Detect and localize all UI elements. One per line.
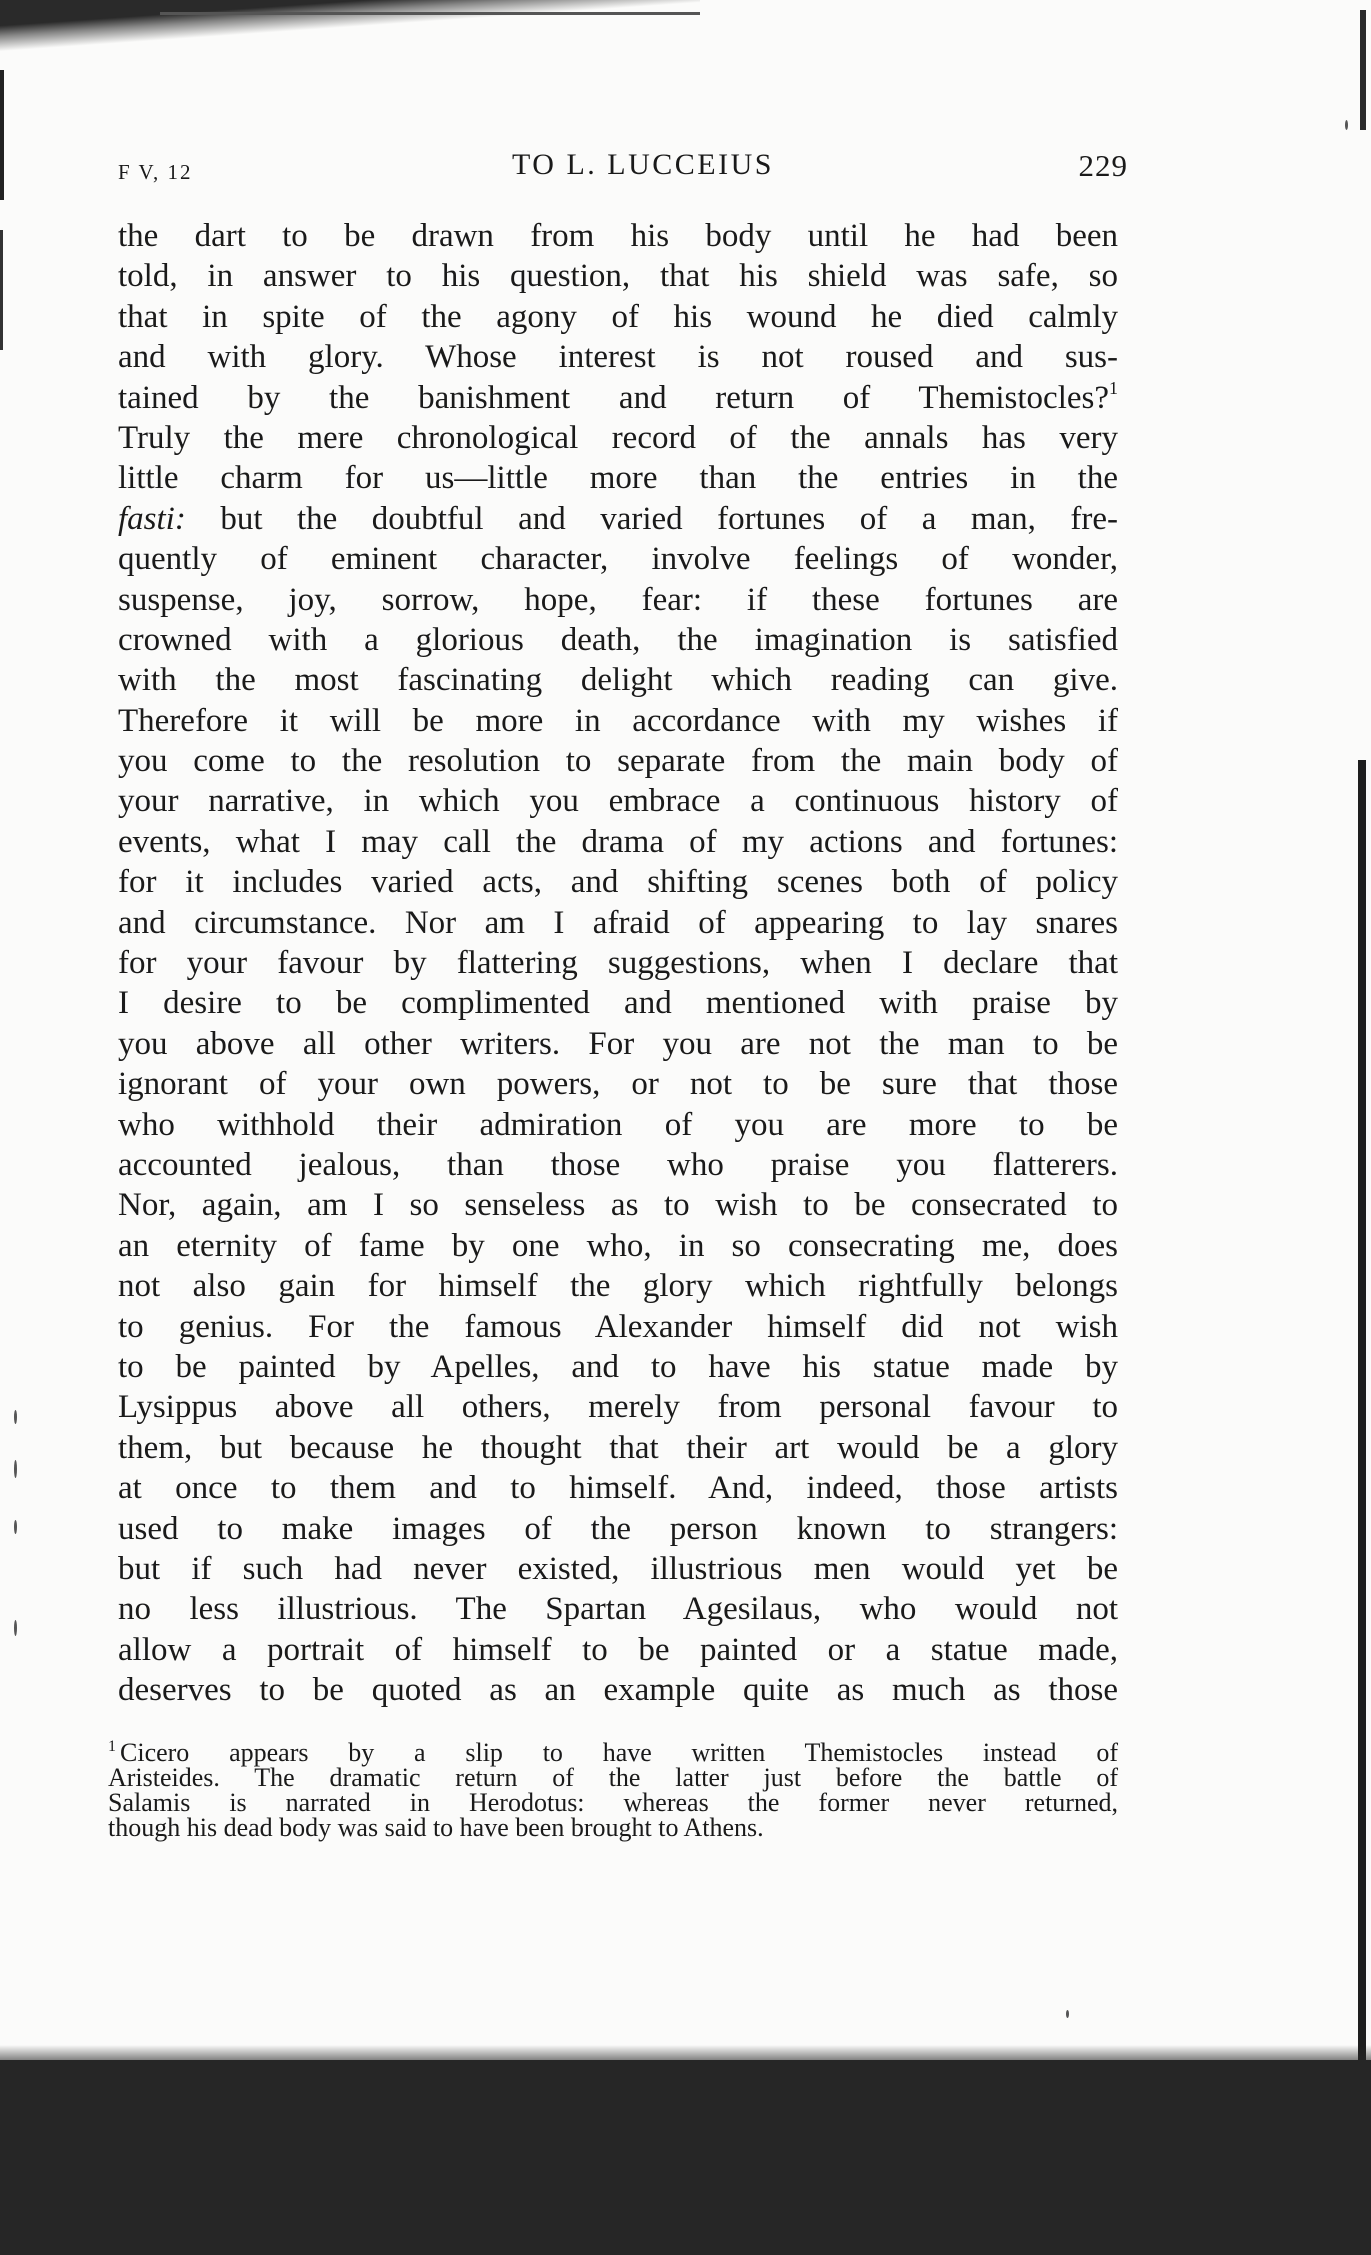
page-number: 229 <box>1078 148 1128 183</box>
scan-speck <box>14 1460 17 1478</box>
text-line: that in spite of the agony of his wound he died calmly <box>118 298 1118 335</box>
text-line: to be painted by Apelles, and to have his statue made by <box>118 1348 1118 1385</box>
italic-term: fasti: <box>118 500 186 537</box>
text-line: told, in answer to his question, that his shield was safe, so <box>118 258 1118 295</box>
footnote-marker: 1 <box>108 1738 116 1755</box>
text-line: accounted jealous, than those who praise you flatterers. <box>118 1146 1118 1183</box>
signature-mark: F V, 12 <box>118 160 193 184</box>
scan-speck <box>14 1520 17 1534</box>
text-line-content: but the doubtful and varied fortunes of a man, fre- <box>220 500 1118 537</box>
text-line <box>118 378 1118 418</box>
scan-shadow-bottom <box>0 2060 1371 2255</box>
text-line: and circumstance. Nor am I afraid of appearing to lay snares <box>118 904 1118 941</box>
footnote-line: Aristeides. The dramatic return of the latter just before the battle of <box>108 1763 1118 1792</box>
scan-speck <box>1066 2010 1069 2018</box>
text-line: to genius. For the famous Alexander himself did not wish <box>118 1308 1118 1345</box>
scan-speck <box>14 1620 17 1636</box>
text-line: Therefore it will be more in accordance with my wishes if <box>118 702 1118 739</box>
scan-speck <box>14 1410 17 1424</box>
text-line: you above all other writers. For you are not the man to be <box>118 1025 1118 1062</box>
running-head <box>118 148 1128 192</box>
text-line: with the most fascinating delight which reading can give. <box>118 662 1118 699</box>
text-line: Truly the mere chronological record of the annals has very <box>118 419 1118 456</box>
footnote <box>108 1740 1118 1840</box>
footnote-line: though his dead body was said to have been brought to Athens. <box>108 1813 764 1842</box>
text-line: events, what I may call the drama of my actions and fortunes: <box>118 823 1118 860</box>
footnote-reference: 1 <box>1109 377 1118 398</box>
scan-speck <box>1345 120 1348 130</box>
text-line: ignorant of your own powers, or not to be sure that those <box>118 1066 1118 1103</box>
scan-edge-right-top <box>1360 10 1366 130</box>
footnote-line: Salamis is narrated in Herodotus: whereas the former never returned, <box>108 1788 1118 1817</box>
text-line: them, but because he thought that their art would be a glory <box>118 1429 1118 1466</box>
text-line: at once to them and to himself. And, indeed, those artists <box>118 1470 1118 1507</box>
text-line: not also gain for himself the glory which rightfully belongs <box>118 1268 1118 1305</box>
text-line: your narrative, in which you embrace a continuous history of <box>118 783 1118 820</box>
text-line: for your favour by flattering suggestions, when I declare that <box>118 945 1118 982</box>
text-line: Nor, again, am I so senseless as to wish to be consecrated to <box>118 1187 1118 1224</box>
text-line: Lysippus above all others, merely from personal favour to <box>118 1389 1118 1426</box>
scan-edge-line <box>160 12 700 15</box>
text-line: you come to the resolution to separate from the main body of <box>118 743 1118 780</box>
text-line: suspense, joy, sorrow, hope, fear: if these fortunes are <box>118 581 1118 618</box>
text-line <box>118 499 1118 539</box>
footnote-line-content: Cicero appears by a slip to have written Themistocles instead of <box>120 1738 1118 1767</box>
text-line: I desire to be complimented and mentioned with praise by <box>118 985 1118 1022</box>
body-text <box>118 216 1118 1710</box>
text-line: quently of eminent character, involve feelings of wonder, <box>118 541 1118 578</box>
text-line: deserves to be quoted as an example quite as much as those <box>118 1672 1118 1709</box>
footnote-line <box>108 1740 1118 1765</box>
text-line: used to make images of the person known to strangers: <box>118 1510 1118 1547</box>
scan-shadow-top <box>0 0 700 58</box>
page-title: TO L. LUCCEIUS <box>512 148 774 181</box>
text-line: an eternity of fame by one who, in so consecrating me, does <box>118 1227 1118 1264</box>
text-line: the dart to be drawn from his body until he had been <box>118 218 1118 254</box>
scan-edge-left <box>0 70 4 200</box>
text-line-content: tained by the banishment and return of Themistocles? <box>118 379 1109 416</box>
scan-edge-right <box>1358 760 1366 2060</box>
text-line: but if such had never existed, illustrious men would yet be <box>118 1550 1118 1587</box>
scan-edge-left-lower <box>0 230 3 350</box>
text-line: for it includes varied acts, and shifting scenes both of policy <box>118 864 1118 901</box>
text-line: little charm for us—little more than the entries in the <box>118 460 1118 497</box>
text-line: no less illustrious. The Spartan Agesilaus, who would not <box>118 1591 1118 1628</box>
text-line: allow a portrait of himself to be painted or a statue made, <box>118 1631 1118 1668</box>
text-line: crowned with a glorious death, the imagination is satisfied <box>118 621 1118 658</box>
text-line: who withhold their admiration of you are more to be <box>118 1106 1118 1143</box>
text-line: and with glory. Whose interest is not roused and sus- <box>118 339 1118 376</box>
